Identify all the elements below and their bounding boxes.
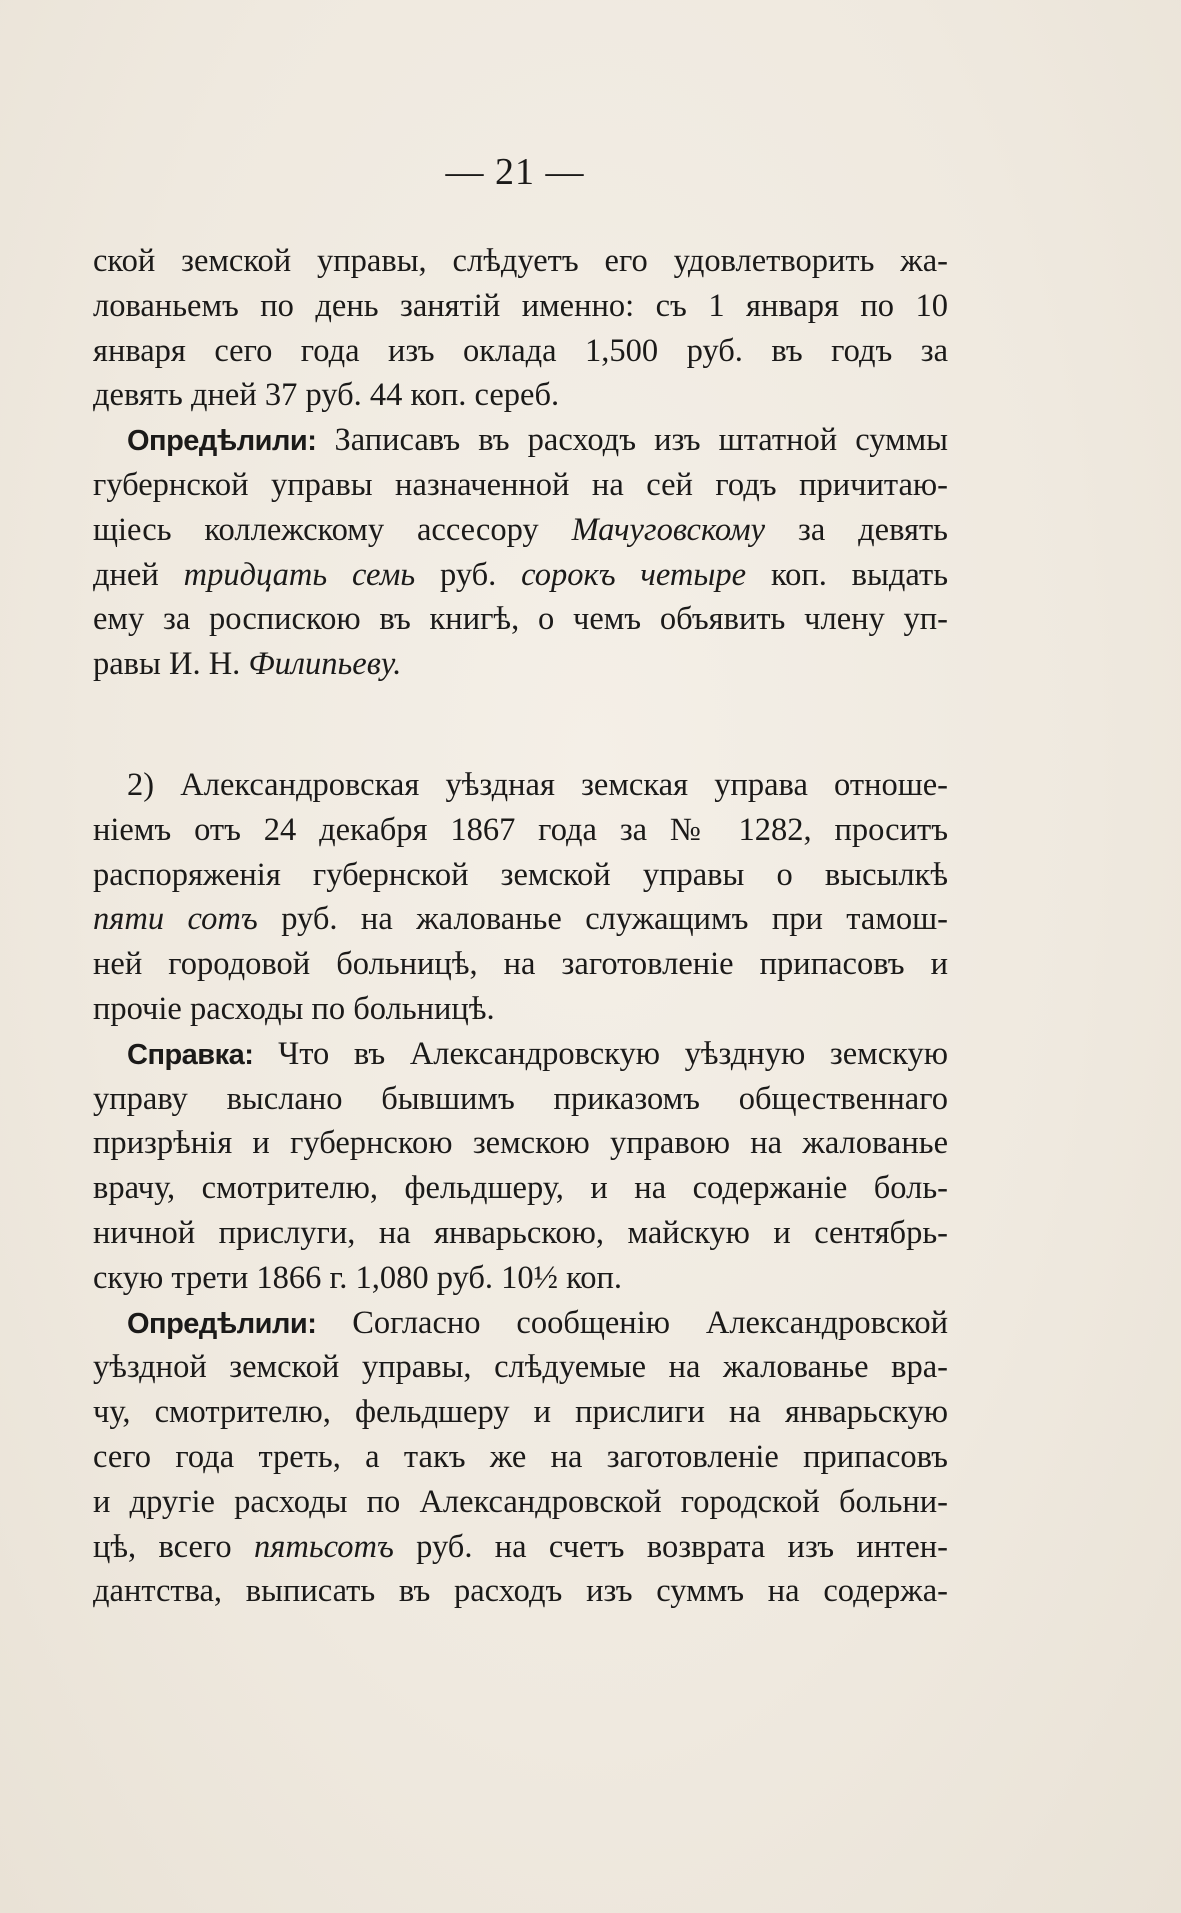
amount-words: пятьсотъ [254,1528,394,1565]
text-line: ему за роспискою въ книгѣ, о чемъ объявить члену уп- [93,601,948,638]
resolution-1-line-4: дней тридцать семь руб. сорокъ четыре коп. выдать [93,556,949,593]
person-name: Филипьеву. [248,646,402,683]
text-line: ской земской управы, слѣдуетъ его удовлетворить жа- [93,243,948,279]
resolution-1-line-6: равы И. Н. Филипьеву. [93,646,402,683]
amount-words: тридцать семь [183,556,416,593]
item-2-line-4: пяти сотъ руб. на жалованье служащимъ при тамош- [93,901,948,938]
resolution-2-line-6: цѣ, всего пятьсотъ руб. на счетъ возврата изъ интен- [93,1528,948,1565]
text-line: 2) Александровская уѣздная земская управа отноше- [127,766,948,803]
text-line: уѣздной земской управы, слѣдуемые на жалованье вра- [93,1349,948,1386]
amount-words: сорокъ четыре [521,556,747,593]
text-line: призрѣнія и губернскою земскою управою на жалованье [93,1125,948,1162]
text-line: лованьемъ по день занятій именно: съ 1 января по 10 [93,287,948,324]
text-line: управу выслано бывшимъ приказомъ общественнаго [93,1080,948,1117]
text-line: ничной прислуги, на январьскою, майскую и сентябрь- [93,1214,948,1251]
text-line: губернской управы назначенной на сей годъ причитаю- [93,466,948,503]
resolution-label: Опредѣлили: [127,425,317,458]
resolution-1-line-3: щіесь коллежскому ассесору Мачуговскому за девять [93,511,948,548]
reference-label: Справка: [127,1038,254,1071]
text-line: дантства, выписать въ расходъ изъ суммъ на содержа- [93,1573,948,1610]
text-line: ней городовой больницѣ, на заготовленіе припасовъ и [93,946,948,983]
resolution-1-line-1: Опредѣлили: Записавъ въ расходъ изъ штатной суммы [127,422,949,459]
text-line: врачу, смотрителю, фельдшеру, и на содержаніе боль- [93,1170,948,1207]
page-number: — 21 — [445,151,585,193]
text-line: января сего года изъ оклада 1,500 руб. въ годъ за [93,332,948,369]
resolution-2-line-1: Опредѣлили: Согласно сообщенію Александровской [127,1304,948,1341]
text-line: ніемъ отъ 24 декабря 1867 года за № 1282, проситъ [93,811,948,848]
text-line: чу, смотрителю, фельдшеру и прислиги на январьскую [93,1394,948,1431]
resolution-label: Опредѣлили: [127,1307,317,1340]
text-line: распоряженія губернской земской управы о высылкѣ [93,856,948,893]
text-line: прочіе расходы по больницѣ. [93,990,495,1027]
text-line: и другіе расходы по Александровской городской больни- [93,1483,948,1520]
text-line: девять дней 37 руб. 44 коп. сереб. [93,377,560,414]
amount-words: пяти сотъ [93,901,258,938]
text-line: скую трети 1866 г. 1,080 руб. 10½ коп. [93,1259,623,1296]
person-name: Мачуговскому [571,511,766,548]
body-text [93,239,948,1614]
text-line: сего года треть, а такъ же на заготовленіе припасовъ [93,1438,948,1475]
reference-line-1: Справка: Что въ Александровскую уѣздную земскую [127,1035,949,1072]
